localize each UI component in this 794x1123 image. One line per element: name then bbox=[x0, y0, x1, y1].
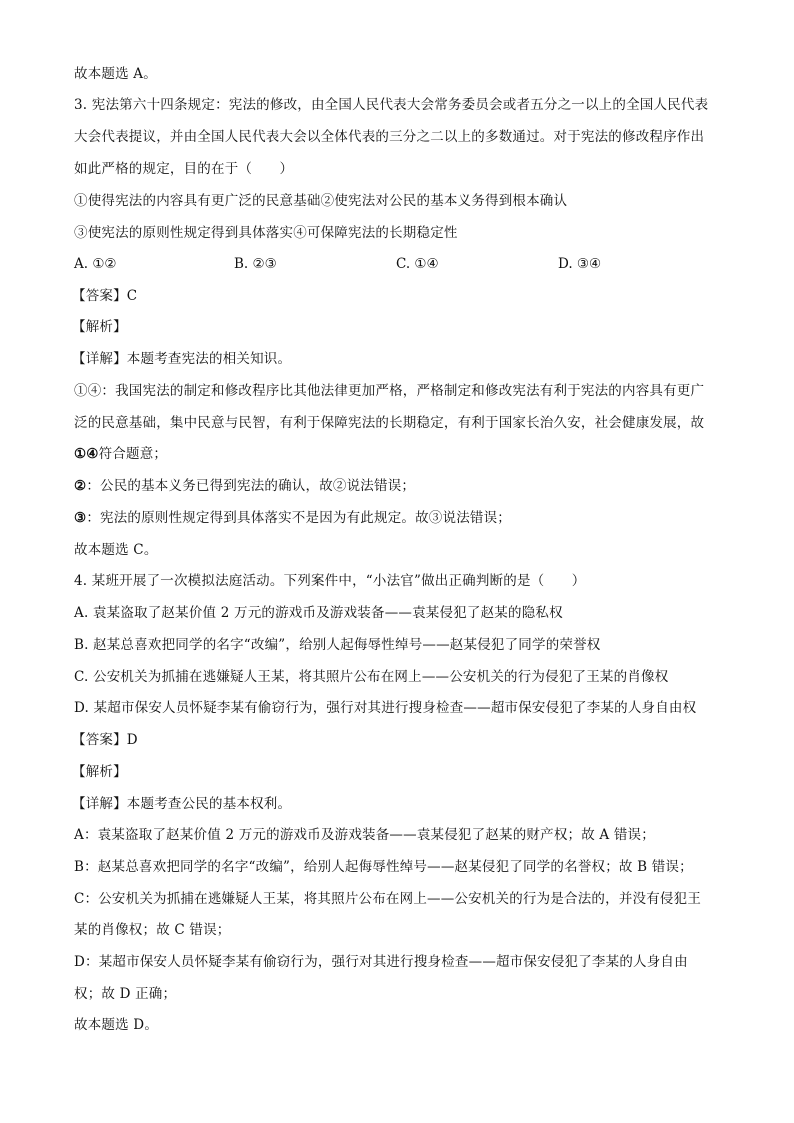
q3-option-c: C. ①④ bbox=[396, 256, 439, 272]
q3-analysis-label: 【解析】 bbox=[72, 319, 127, 335]
q4-answer: 【答案】D bbox=[72, 732, 138, 748]
q3-explain-14-line2: 泛的民意基础，集中民意与民智，有利于保障宪法的长期稳定，有利于国家长治久安，社会健康发展，故 bbox=[74, 415, 705, 431]
q3-explain-3-marker: ③ bbox=[74, 510, 87, 526]
q4-detail-intro: 【详解】本题考查公民的基本权利。 bbox=[72, 796, 292, 812]
q3-statements-34: ③使宪法的原则性规定得到具体落实④可保障宪法的长期稳定性 bbox=[74, 225, 458, 241]
q4-analysis-label: 【解析】 bbox=[72, 764, 127, 780]
q4-explain-c-line2: 某的肖像权；故 C 错误； bbox=[74, 922, 231, 938]
q4-option-a: A. 袁某盗取了赵某价值 2 万元的游戏币及游戏装备——袁某侵犯了赵某的隐私权 bbox=[74, 605, 563, 621]
q4-explain-b: B：赵某总喜欢把同学的名字“改编”，给别人起侮辱性绰号——赵某侵犯了同学的名誉权；故 B 错误； bbox=[74, 859, 693, 875]
q3-option-a: A. ①② bbox=[74, 256, 117, 272]
q3-explain-2 bbox=[74, 476, 415, 496]
q3-explain-14-line3 bbox=[74, 444, 167, 464]
q4-option-c: C. 公安机关为抓捕在逃嫌疑人王某，将其照片公布在网上——公安机关的行为侵犯了王某的肖像权 bbox=[74, 669, 669, 685]
q3-stem-line3: 如此严格的规定，目的在于（ ） bbox=[74, 161, 294, 177]
q4-explain-d-line2: 权；故 D 正确； bbox=[74, 986, 177, 1002]
q3-stem-line2: 大会代表提议，并由全国人民代表大会以全体代表的三分之二以上的多数通过。对于宪法的修改程序作出 bbox=[74, 129, 705, 145]
q3-explain-3 bbox=[74, 508, 511, 528]
q4-stem: 4. 某班开展了一次模拟法庭活动。下列案件中，“小法官”做出正确判断的是（ ） bbox=[74, 573, 586, 589]
q4-conclusion: 故本题选 D。 bbox=[74, 1017, 159, 1033]
q4-explain-d-line1: D：某超市保安人员怀疑李某有偷窃行为，强行对其进行搜身检查——超市保安侵犯了李某的人身自由 bbox=[74, 954, 688, 970]
q4-option-d: D. 某超市保安人员怀疑李某有偷窃行为，强行对其进行搜身检查——超市保安侵犯了李某的人身自由权 bbox=[74, 700, 697, 716]
q3-stem-line1: 3. 宪法第六十四条规定：宪法的修改，由全国人民代表大会常务委员会或者五分之一以上的全国人民代表 bbox=[74, 97, 709, 113]
q4-explain-c-line1: C：公安机关为抓捕在逃嫌疑人王某，将其照片公布在网上——公安机关的行为是合法的，并没有侵犯王 bbox=[74, 891, 702, 907]
q3-explain-2-marker: ② bbox=[74, 478, 87, 494]
q3-explain-14-line1: ①④：我国宪法的制定和修改程序比其他法律更加严格，严格制定和修改宪法有利于宪法的内容具有更广 bbox=[74, 383, 705, 399]
q3-explain-3-text: ：宪法的原则性规定得到具体落实不是因为有此规定。故③说法错误； bbox=[86, 510, 512, 526]
q4-option-b: B. 赵某总喜欢把同学的名字“改编”，给别人起侮辱性绰号——赵某侵犯了同学的荣誉权 bbox=[74, 637, 601, 653]
q3-explain-2-text: ：公民的基本义务已得到宪法的确认，故②说法错误； bbox=[86, 478, 416, 494]
q3-option-d: D. ③④ bbox=[558, 256, 602, 272]
prev-conclusion: 故本题选 A。 bbox=[74, 66, 157, 82]
q3-conclusion: 故本题选 C。 bbox=[74, 542, 158, 558]
q3-detail-intro: 【详解】本题考查宪法的相关知识。 bbox=[72, 351, 292, 367]
q3-answer: 【答案】C bbox=[72, 288, 138, 304]
q3-statements-12: ①使得宪法的内容具有更广泛的民意基础②使宪法对公民的基本义务得到根本确认 bbox=[74, 193, 568, 209]
q3-explain-14-marker: ①④ bbox=[74, 446, 99, 462]
q3-option-b: B. ②③ bbox=[234, 256, 277, 272]
q4-explain-a: A：袁某盗取了赵某价值 2 万元的游戏币及游戏装备——袁某侵犯了赵某的财产权；故 A 错误； bbox=[74, 827, 655, 843]
q3-explain-14-tail: 符合题意； bbox=[98, 446, 168, 462]
